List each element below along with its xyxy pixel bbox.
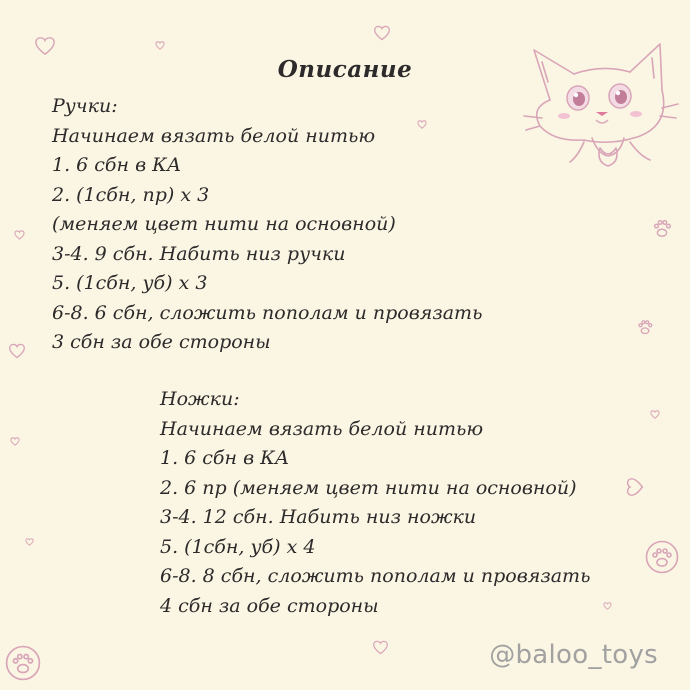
legs-step: 4 сбн за обе стороны [160, 594, 379, 617]
author-handle: @baloo_toys [489, 640, 658, 670]
page-title: Описание [277, 56, 413, 83]
arms-step: 3-4. 9 сбн. Набить низ ручки [52, 242, 346, 265]
heart-icon [14, 230, 25, 240]
arms-step: 2. (1сбн, пр) х 3 [52, 183, 210, 206]
paw-icon [651, 216, 673, 238]
arms-heading: Ручки: [52, 95, 118, 117]
arms-step: Начинаем вязать белой нитью [52, 124, 376, 147]
heart-icon [625, 478, 645, 496]
heart-icon [373, 25, 391, 41]
paw-icon [645, 540, 679, 574]
arms-step: 6-8. 6 сбн, сложить пополам и провязать [52, 301, 483, 324]
heart-icon [8, 343, 26, 359]
legs-step: 1. 6 сбн в КА [160, 447, 290, 469]
paw-icon [5, 645, 41, 681]
heart-icon [10, 437, 20, 446]
heart-icon [417, 120, 427, 129]
heart-icon [25, 538, 34, 546]
cat-illustration [512, 38, 682, 168]
legs-heading: Ножки: [160, 388, 240, 410]
legs-step: Начинаем вязать белой нитью [160, 417, 484, 440]
legs-section [160, 385, 590, 621]
heart-icon [34, 36, 56, 56]
legs-step: 3-4. 12 сбн. Набить низ ножки [160, 506, 477, 528]
heart-icon [603, 602, 612, 610]
legs-step: 2. 6 пр (меняем цвет нити на основной) [160, 476, 577, 499]
heart-icon [372, 640, 389, 655]
heart-icon [155, 41, 165, 50]
legs-step: 5. (1сбн, уб) х 4 [160, 535, 316, 558]
arms-section [52, 92, 482, 358]
arms-step: (меняем цвет нити на основной) [52, 213, 396, 235]
paw-icon [636, 317, 654, 335]
arms-step: 3 сбн за обе стороны [52, 331, 271, 353]
arms-step: 1. 6 сбн в КА [52, 154, 182, 176]
heart-icon [650, 410, 660, 419]
arms-step: 5. (1сбн, уб) х 3 [52, 272, 208, 294]
legs-step: 6-8. 8 сбн, сложить пополам и провязать [160, 565, 591, 587]
